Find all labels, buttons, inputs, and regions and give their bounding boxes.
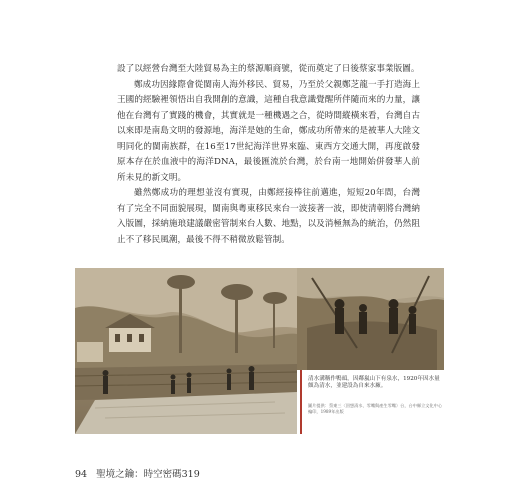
photo-workers-drawing — [297, 268, 444, 370]
paragraph-3: 雖然鄭成功的理想並沒有實現，由鄭經接棒往前邁進，短短20年間，台灣有了完全不同面貌展現，閩南與粵東移民來台一波接著一波，即使清朝將台灣納入版圖，採納施琅建議嚴密管制來台人數、地點，以及消極無為的統治，仍然阻止不了移民風潮，最後不得不稍微放鬆管制。 — [117, 188, 420, 245]
paragraph-1: 設了以經營台灣至大陸貿易為主的蔡源順商號，從而奠定了日後蔡家事業版圖。 — [117, 64, 420, 74]
body-text — [117, 62, 420, 248]
page-footer — [75, 466, 206, 480]
photo-caption — [300, 370, 446, 434]
page-number: 94 — [75, 469, 88, 480]
historical-photo-workers — [297, 268, 444, 370]
historical-photo-reservoir — [75, 268, 297, 434]
caption-credit: 圖片提供：蔡東三〈回想清水、零嘴與產生零嘴〉台，台中縣立文化中心編印，1989年出版 — [308, 403, 443, 414]
book-title: 聖境之鑰：時空密碼319 — [96, 469, 200, 480]
photo-reservoir-drawing — [75, 268, 297, 434]
paragraph-2: 鄭成功因緣際會從閩南人海外移民、貿易，乃至於父親鄭芝龍一手打造海上王國的經驗裡領悟出自我開創的意識，這種自我意識覺醒所伴隨而來的力量，讓他在台灣有了實踐的機會，其實就是一種機遇之合，從時間縱橫來看，台灣自古以來即是南島文明的發源地，海洋是她的生命，鄭成功所帶來的是被華人大陸文明同化的閩南族群，在16至17世紀海洋世界來臨、東西方交通大開，再度啟發原本存在於血液中的海洋DNA，最後匯流於台灣，於台南一地開始併發華人前所未見的新文明。 — [117, 79, 420, 183]
caption-text: 清水溝稱作鴨頭，因鄰嵐山下有泉水，1920年因水量頗為清水，並建設為自來水廠。 — [308, 376, 440, 390]
